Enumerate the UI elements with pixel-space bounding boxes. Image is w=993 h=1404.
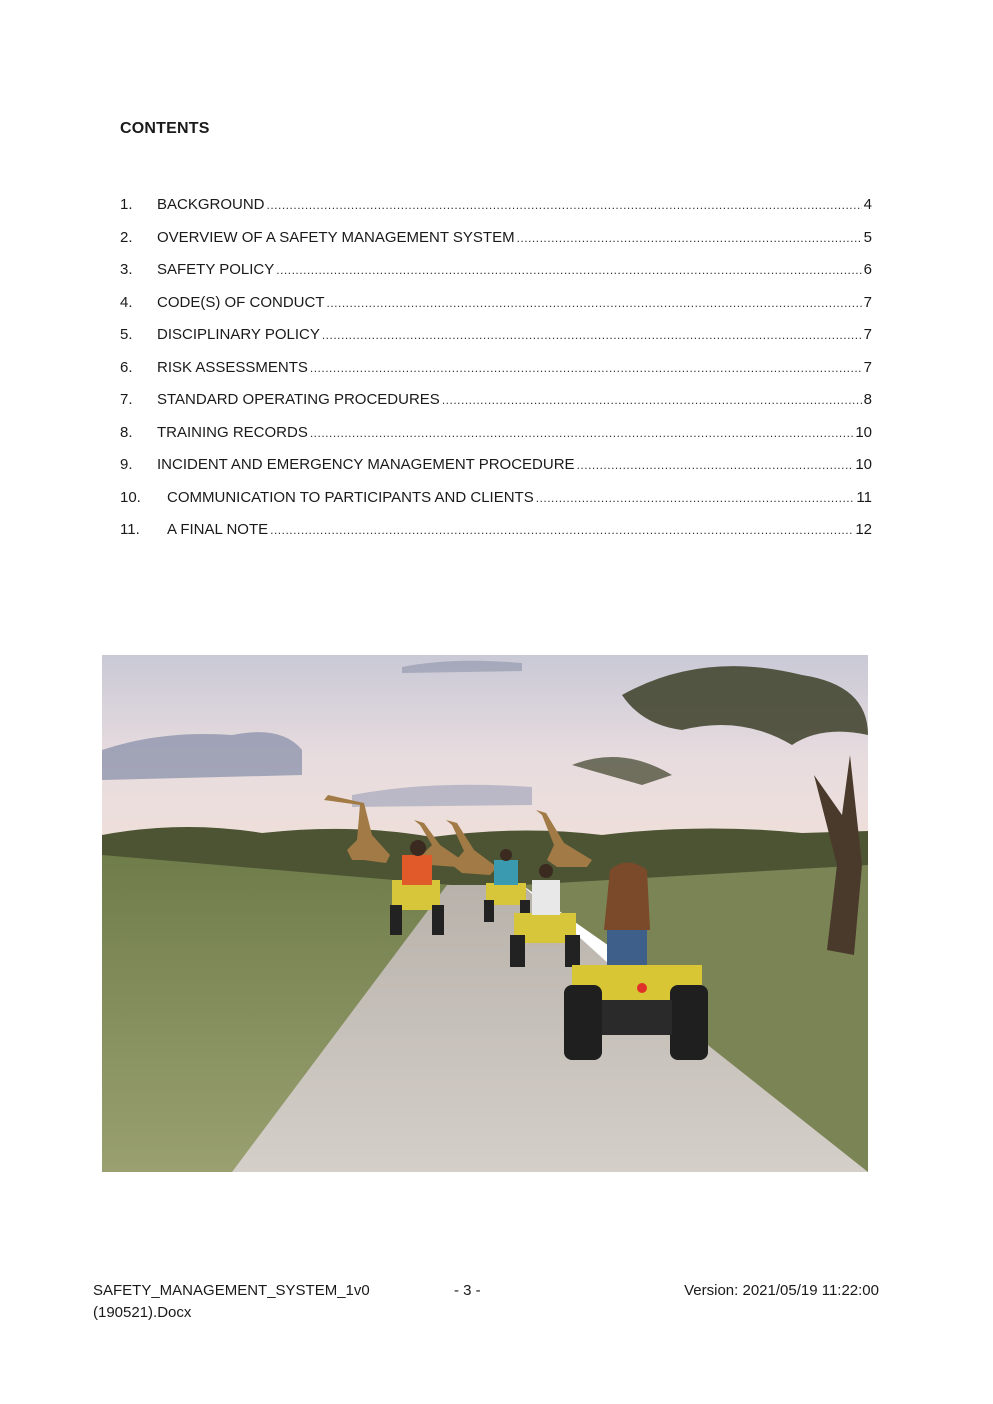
toc-page-number: 7	[863, 293, 872, 311]
toc-entry-code-of-conduct[interactable]	[120, 294, 872, 327]
toc-page-number: 6	[863, 261, 872, 278]
toc-title: BACKGROUND	[157, 196, 265, 213]
toc-number: 10.	[120, 488, 141, 506]
toc-number: 2.	[120, 228, 133, 246]
toc-entry-disciplinary-policy[interactable]	[120, 326, 872, 359]
toc-leader-dots	[267, 198, 862, 212]
toc-title: DISCIPLINARY POLICY	[157, 326, 320, 343]
toc-entry-incident-management[interactable]	[120, 456, 872, 489]
footer-filename-line2: (190521).Docx	[93, 1304, 192, 1321]
toc-title: TRAINING RECORDS	[157, 423, 308, 441]
toc-number: 9.	[120, 456, 133, 473]
toc-leader-dots	[322, 328, 862, 342]
toc-title: A FINAL NOTE	[167, 521, 269, 538]
toc-leader-dots	[577, 458, 854, 472]
toc-number: 5.	[120, 326, 133, 343]
toc-page-number: 11	[856, 488, 872, 506]
toc-page-number: 10	[855, 423, 872, 441]
footer-filename-line1: SAFETY_MANAGEMENT_SYSTEM_1v0	[93, 1282, 370, 1299]
toc-leader-dots	[536, 491, 855, 505]
toc-leader-dots	[327, 296, 862, 310]
toc-leader-dots	[270, 523, 853, 537]
toc-leader-dots	[442, 393, 862, 407]
page-footer	[0, 1280, 993, 1330]
contents-heading: CONTENTS	[120, 120, 210, 137]
toc-leader-dots	[276, 263, 861, 277]
footer-page-number: - 3 -	[454, 1282, 481, 1299]
toc-page-number: 8	[863, 391, 872, 408]
toc-page-number: 10	[855, 456, 872, 473]
toc-title: CODE(S) OF CONDUCT	[157, 293, 325, 311]
toc-entry-overview[interactable]	[120, 229, 872, 262]
toc-entry-communication[interactable]	[120, 489, 872, 522]
toc-title: RISK ASSESSMENTS	[157, 358, 308, 376]
toc-title: COMMUNICATION TO PARTICIPANTS AND CLIENTS	[167, 488, 534, 506]
toc-page-number: 7	[863, 326, 872, 343]
toc-page-number: 12	[855, 521, 872, 538]
toc-entry-training-records[interactable]	[120, 424, 872, 457]
toc-leader-dots	[310, 361, 862, 375]
toc-number: 1.	[120, 196, 133, 213]
footer-version: Version: 2021/05/19 11:22:00	[684, 1282, 879, 1299]
toc-title: OVERVIEW OF A SAFETY MANAGEMENT SYSTEM	[157, 228, 515, 246]
toc-number: 7.	[120, 391, 133, 408]
toc-leader-dots	[310, 426, 853, 440]
toc-entry-standard-operating-procedures[interactable]	[120, 391, 872, 424]
toc-entry-final-note[interactable]	[120, 521, 872, 554]
safari-quad-bike-photo	[102, 655, 868, 1172]
toc-title: INCIDENT AND EMERGENCY MANAGEMENT PROCEDURE	[157, 456, 575, 473]
toc-number: 6.	[120, 358, 133, 376]
toc-page-number: 7	[863, 358, 872, 376]
toc-leader-dots	[517, 231, 862, 245]
toc-entry-risk-assessments[interactable]	[120, 359, 872, 392]
toc-number: 3.	[120, 261, 133, 278]
toc-title: STANDARD OPERATING PROCEDURES	[157, 391, 440, 408]
toc-number: 4.	[120, 293, 133, 311]
toc-entry-background[interactable]	[120, 196, 872, 229]
toc-entry-safety-policy[interactable]	[120, 261, 872, 294]
toc-number: 11.	[120, 521, 140, 538]
table-of-contents	[120, 196, 872, 554]
toc-title: SAFETY POLICY	[157, 261, 275, 278]
footer-filename	[93, 1280, 393, 1324]
toc-number: 8.	[120, 423, 133, 441]
toc-page-number: 5	[863, 228, 872, 246]
toc-page-number: 4	[863, 196, 872, 213]
